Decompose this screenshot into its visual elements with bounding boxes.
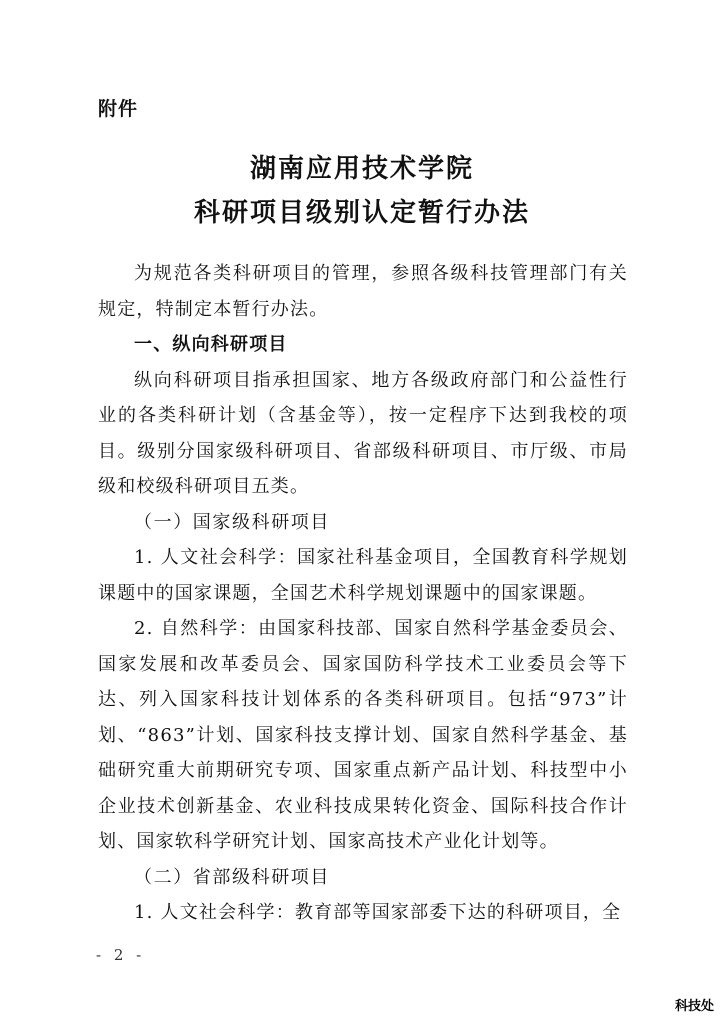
attachment-label: 附件 — [98, 98, 139, 120]
document-body — [98, 256, 628, 931]
section-heading-vertical-projects: 一、纵向科研项目 — [134, 334, 288, 355]
page-number: - 2 - — [96, 946, 146, 964]
national-natural-science-paragraph: 2. 自然科学：由国家科技部、国家自然科学基金委员会、国家发展和改革委员会、国家国防科学技术工业委员会等下达、列入国家科技计划体系的各类科研项目。包括“973”计划、“863”计划、国家科技支撑计划、国家自然科学基金、基础研究重大前期研究专项、国家重点新产品计划、科技型中小企业技术创新基金、农业科技成果转化资金、国际科技合作计划、国家软科学研究计划、国家高技术产业化计划等。 — [98, 618, 628, 852]
subsection-heading-provincial: （二）省部级科研项目 — [134, 866, 330, 888]
intro-paragraph: 为规范各类科研项目的管理，参照各级科技管理部门有关规定，特制定本暂行办法。 — [98, 263, 628, 320]
department-stamp: 科技处 — [674, 999, 714, 1014]
subsection-heading-national: （一）国家级科研项目 — [134, 511, 330, 533]
document-title-line2: 科研项目级别认定暂行办法 — [193, 198, 530, 228]
national-humanities-paragraph: 1. 人文社会科学：国家社科基金项目，全国教育科学规划课题中的国家课题，全国艺术科学规划课题中的国家课题。 — [98, 547, 628, 604]
provincial-humanities-paragraph: 1. 人文社会科学：教育部等国家部委下达的科研项目，全 — [134, 902, 622, 923]
vertical-projects-paragraph: 纵向科研项目指承担国家、地方各级政府部门和公益性行业的各类科研计划（含基金等），按一定程序下达到我校的项目。级别分国家级科研项目、省部级科研项目、市厅级、市局级和校级科研项目五类。 — [98, 369, 628, 497]
document-title-line1: 湖南应用技术学院 — [249, 154, 474, 184]
